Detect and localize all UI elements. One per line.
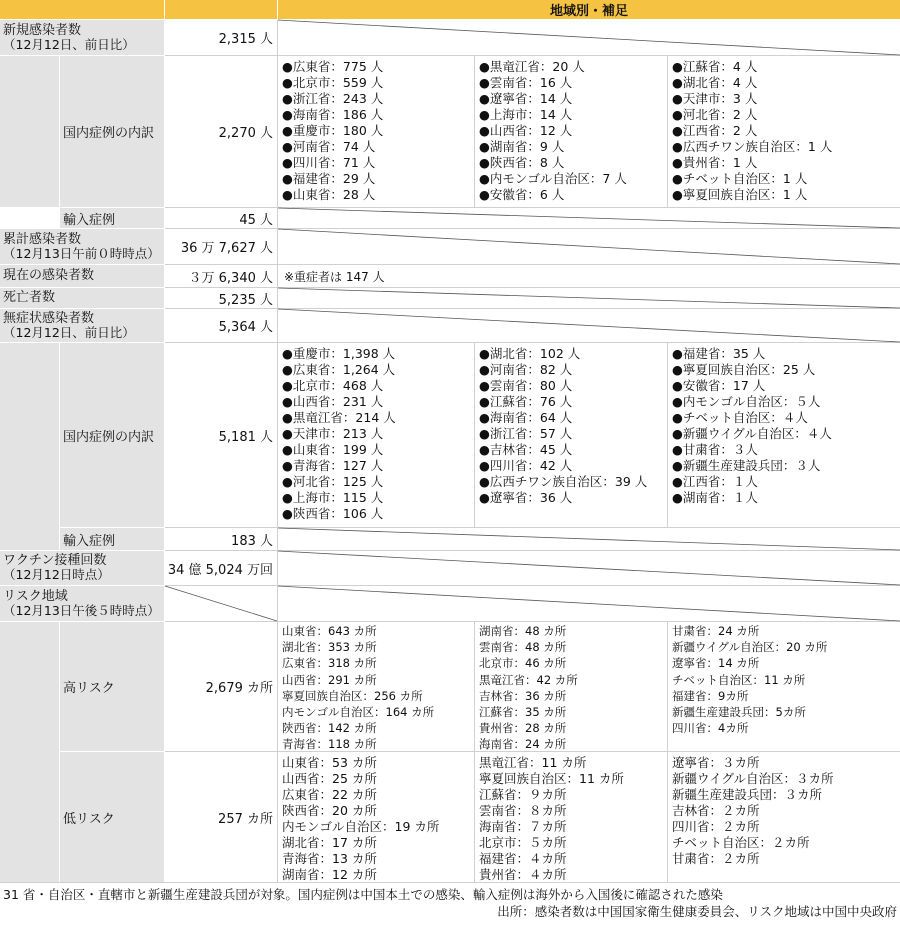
grid-line (165, 308, 900, 309)
risk-date: （12月13日午後５時時点） (3, 602, 160, 618)
low-risk-col3 (668, 752, 900, 882)
grid-line (474, 343, 475, 527)
grid-line (474, 622, 475, 882)
list-item: ●海南省：186 人 (282, 107, 384, 122)
list-item: 陝西省：20 カ所 (282, 803, 377, 818)
grid-line (165, 585, 900, 586)
list-item: ●海南省：64 人 (479, 410, 573, 425)
cumulative-title: 累計感染者数 (3, 231, 82, 247)
list-item: 青海省：13 カ所 (282, 851, 377, 866)
list-item: ●黒竜江省：214 人 (282, 410, 396, 425)
list-item: ●広東省：775 人 (282, 59, 384, 74)
list-item: ●湖北省：4 人 (672, 75, 758, 90)
list-item: ●青海省：127 人 (282, 458, 384, 473)
list-item: ●河北省：2 人 (672, 107, 758, 122)
diagonal-vaccine (278, 551, 900, 585)
list-item: 山東省：53 カ所 (282, 755, 377, 770)
list-item: 山東省：643 カ所 (282, 624, 377, 638)
footer-source: 出所：感染者数は中国国家衛生健康委員会、リスク地域は中国中央政府 (497, 904, 897, 919)
list-item: 広東省：318 カ所 (282, 656, 377, 671)
diagonal-imported1 (278, 208, 900, 228)
list-item: ●江西省：１人 (672, 474, 758, 489)
spine-2 (0, 343, 59, 550)
asymptomatic-value: 5,364 人 (218, 320, 273, 335)
grid-line (165, 287, 900, 288)
new-cases-label (0, 20, 164, 55)
list-item: 甘粛省：24 カ所 (672, 624, 760, 638)
high-risk-col2 (475, 622, 667, 751)
list-item: ●四川省：71 人 (282, 155, 376, 170)
list-item: 吉林省：２カ所 (672, 803, 760, 818)
list-item: ●吉林省：45 人 (479, 442, 573, 457)
header-blank-mid (165, 0, 277, 19)
list-item: ●黒竜江省：20 人 (479, 59, 585, 74)
spine-3 (0, 622, 59, 882)
vaccine-value: 34 億 5,024 万回 (167, 562, 273, 578)
diagonal-imported2 (278, 528, 900, 550)
list-item: ●浙江省：57 人 (479, 426, 573, 441)
vaccine-title: ワクチン接種回数 (3, 553, 107, 568)
list-item: 福建省：9カ所 (672, 688, 749, 703)
list-item: 北京市：46 カ所 (479, 656, 567, 671)
list-item: ●河南省：82 人 (479, 362, 573, 377)
list-item: ●四川省：42 人 (479, 458, 573, 473)
domestic1-label: 国内症例の内訳 (60, 56, 164, 207)
low-risk-col2 (475, 752, 667, 882)
list-item: ●新疆生産建設兵団：３人 (672, 458, 821, 473)
list-item: 寧夏回族自治区：256 カ所 (282, 688, 423, 703)
list-item: ●遼寧省：14 人 (479, 91, 573, 106)
grid-line (474, 56, 475, 207)
list-item: 湖北省：17 カ所 (282, 835, 377, 850)
vaccine-date: （12月12日時点） (3, 567, 110, 582)
list-item: ●重慶市：180 人 (282, 123, 384, 138)
list-item: ●浙江省：243 人 (282, 91, 384, 106)
list-item: ●江蘇省：4 人 (672, 59, 758, 74)
list-item: 北京市：５カ所 (479, 835, 567, 850)
list-item: 青海省：118 カ所 (282, 737, 377, 751)
list-item: ●上海市：115 人 (282, 490, 384, 505)
list-item: 四川省：２カ所 (672, 819, 760, 834)
list-item: ●湖南省：１人 (672, 490, 758, 505)
list-item: ●内モンゴル自治区：５人 (672, 394, 821, 409)
high-risk-col3 (668, 622, 900, 751)
list-item: 新疆ウイグル自治区：20 カ所 (672, 640, 828, 655)
deaths-label: 死亡者数 (0, 288, 164, 308)
domestic2-col3 (668, 343, 900, 527)
list-item: 新疆生産建設兵団：5カ所 (672, 705, 806, 720)
grid-line (667, 622, 668, 882)
list-item: 湖南省：12 カ所 (282, 867, 377, 882)
list-item: 貴州省：28 カ所 (479, 721, 567, 736)
list-item: 江蘇省：９カ所 (479, 787, 567, 802)
grid-line (165, 264, 900, 265)
list-item: ●陝西省：106 人 (282, 506, 384, 521)
list-item: ●山東省：199 人 (282, 442, 384, 457)
list-item: チベット自治区：２カ所 (672, 835, 810, 850)
grid-line (165, 527, 900, 528)
list-item: ●天津市：213 人 (282, 426, 384, 441)
list-item: チベット自治区：11 カ所 (672, 672, 806, 687)
list-item: ●チベット自治区：1 人 (672, 171, 808, 186)
list-item: 内モンゴル自治区：19 カ所 (282, 819, 440, 834)
list-item: ●甘粛省：３人 (672, 442, 758, 457)
list-item: 湖南省：48 カ所 (479, 624, 567, 638)
diagonal-asymptomatic (278, 309, 900, 342)
list-item: ●寧夏回族自治区：25 人 (672, 362, 816, 377)
current-note: ※重症者は 147 人 (284, 269, 385, 284)
imported2-label: 輸入症例 (60, 528, 164, 550)
list-item: ●雲南省：16 人 (479, 75, 573, 90)
risk-title: リスク地域 (3, 588, 68, 604)
list-item: 広東省：22 カ所 (282, 787, 377, 802)
list-item: ●上海市：14 人 (479, 107, 573, 122)
list-item: ●福建省：35 人 (672, 346, 766, 361)
footer-note: 31 省・自治区・直轄市と新疆生産建設兵団が対象。国内症例は中国本土での感染、輸入症例は海外から入国後に確認された感染 (3, 887, 723, 902)
diagonal-risk (278, 586, 900, 621)
diagonal-risk-value (165, 586, 277, 621)
list-item: ●山西省：231 人 (282, 394, 384, 409)
list-item: ●河南省：74 人 (282, 139, 376, 154)
list-item: 新疆生産建設兵団：３カ所 (672, 787, 823, 802)
asymptomatic-label (0, 309, 164, 342)
list-item: 江蘇省：35 カ所 (479, 705, 567, 720)
list-item: ●河北省：125 人 (282, 474, 384, 489)
new-cases-value: 2,315 人 (218, 32, 273, 47)
high-risk-label: 高リスク (60, 622, 164, 751)
list-item: 湖北省：353 カ所 (282, 640, 377, 655)
low-risk-label: 低リスク (60, 752, 164, 882)
deaths-value: 5,235 人 (218, 292, 273, 308)
domestic2-col2 (475, 343, 667, 527)
list-item: ●天津市：3 人 (672, 91, 758, 106)
list-item: 遼寧省：14 カ所 (672, 656, 760, 671)
list-item: 四川省：4カ所 (672, 721, 749, 736)
list-item: ●福建省：29 人 (282, 171, 376, 186)
asymptomatic-title: 無症状感染者数 (3, 310, 95, 326)
grid-line (165, 342, 900, 343)
list-item: ●遼寧省：36 人 (479, 490, 573, 505)
diagonal-new-cases (278, 20, 900, 55)
domestic2-col1 (278, 343, 474, 527)
imported1-value: 45 人 (239, 212, 273, 228)
header-region: 地域別・補足 (278, 0, 900, 19)
list-item: ●山東省：28 人 (282, 187, 376, 202)
list-item: ●湖南省：9 人 (479, 139, 565, 154)
list-item: ●山西省：12 人 (479, 123, 573, 138)
list-item: 新疆ウイグル自治区：３カ所 (672, 771, 834, 786)
cumulative-date: （12月13日午前０時時点） (3, 245, 160, 261)
risk-label (0, 586, 164, 621)
imported1-label: 輸入症例 (60, 208, 164, 228)
list-item: 寧夏回族自治区：11 カ所 (479, 771, 624, 786)
low-risk-value: 257 カ所 (218, 811, 273, 827)
list-item: 海南省：24 カ所 (479, 737, 567, 751)
list-item: 吉林省：36 カ所 (479, 688, 567, 703)
list-item: 福建省：４カ所 (479, 851, 567, 866)
list-item: ●重慶市：1,398 人 (282, 346, 396, 361)
list-item: 雲南省：８カ所 (479, 803, 567, 818)
new-cases-title: 新規感染者数 (3, 22, 82, 38)
list-item: ●安徽省：6 人 (479, 187, 565, 202)
cumulative-label (0, 229, 164, 264)
list-item: 陝西省：142 カ所 (282, 721, 377, 736)
grid-line (0, 882, 900, 883)
grid-line (165, 55, 900, 56)
list-item: 貴州省：４カ所 (479, 867, 567, 882)
asymptomatic-date: （12月12日、前日比） (3, 324, 135, 340)
list-item: ●寧夏回族自治区：1 人 (672, 187, 808, 202)
list-item: ●内モンゴル自治区：7 人 (479, 171, 627, 186)
grid-line (165, 751, 900, 752)
current-label: 現在の感染者数 (0, 265, 164, 287)
domestic2-label: 国内症例の内訳 (60, 343, 164, 527)
domestic2-value: 5,181 人 (218, 429, 273, 445)
list-item: 海南省：７カ所 (479, 819, 567, 834)
grid-line (277, 20, 278, 882)
list-item: ●江蘇省：76 人 (479, 394, 573, 409)
low-risk-col1 (278, 752, 474, 882)
grid-line (165, 228, 900, 229)
imported2-value: 183 人 (231, 533, 273, 549)
domestic1-value: 2,270 人 (218, 126, 273, 141)
list-item: ●江西省：2 人 (672, 123, 758, 138)
grid-line (667, 343, 668, 527)
list-item: ●広西チワン族自治区：1 人 (672, 139, 833, 154)
grid-line (165, 550, 900, 551)
list-item: ●北京市：468 人 (282, 378, 384, 393)
header-blank-left (0, 0, 164, 19)
cumulative-value: 36 万 7,627 人 (180, 241, 273, 256)
list-item: 雲南省：48 カ所 (479, 640, 567, 655)
grid-line (165, 621, 900, 622)
grid-line (165, 207, 900, 208)
list-item: ●広西チワン族自治区：39 人 (479, 474, 648, 489)
list-item: ●チベット自治区：４人 (672, 410, 808, 425)
list-item: ●安徽省：17 人 (672, 378, 766, 393)
spine-1 (0, 56, 59, 207)
list-item: ●貴州省：1 人 (672, 155, 758, 170)
domestic1-col3 (668, 56, 900, 207)
new-cases-date: （12月12日、前日比） (3, 36, 135, 52)
list-item: ●新疆ウイグル自治区：４人 (672, 426, 832, 441)
list-item: 遼寧省：３カ所 (672, 755, 760, 770)
grid-line (667, 56, 668, 207)
list-item: ●陝西省：8 人 (479, 155, 565, 170)
list-item: 甘粛省：２カ所 (672, 851, 760, 866)
list-item: 山西省：291 カ所 (282, 672, 377, 687)
list-item: ●広東省：1,264 人 (282, 362, 396, 377)
high-risk-value: 2,679 カ所 (205, 681, 273, 696)
list-item: 黒竜江省：42 カ所 (479, 672, 578, 687)
list-item: 内モンゴル自治区：164 カ所 (282, 705, 435, 720)
diagonal-deaths (278, 288, 900, 308)
vaccine-label (0, 551, 164, 585)
list-item: ●湖北省：102 人 (479, 346, 581, 361)
diagonal-cumulative (278, 229, 900, 264)
list-item: ●雲南省：80 人 (479, 378, 573, 393)
list-item: 山西省：25 カ所 (282, 771, 377, 786)
domestic1-col1 (278, 56, 474, 207)
domestic1-col2 (475, 56, 667, 207)
high-risk-col1 (278, 622, 474, 751)
list-item: 黒竜江省：11 カ所 (479, 755, 587, 770)
list-item: ●北京市：559 人 (282, 75, 384, 90)
current-value: ３万 6,340 人 (188, 270, 273, 286)
